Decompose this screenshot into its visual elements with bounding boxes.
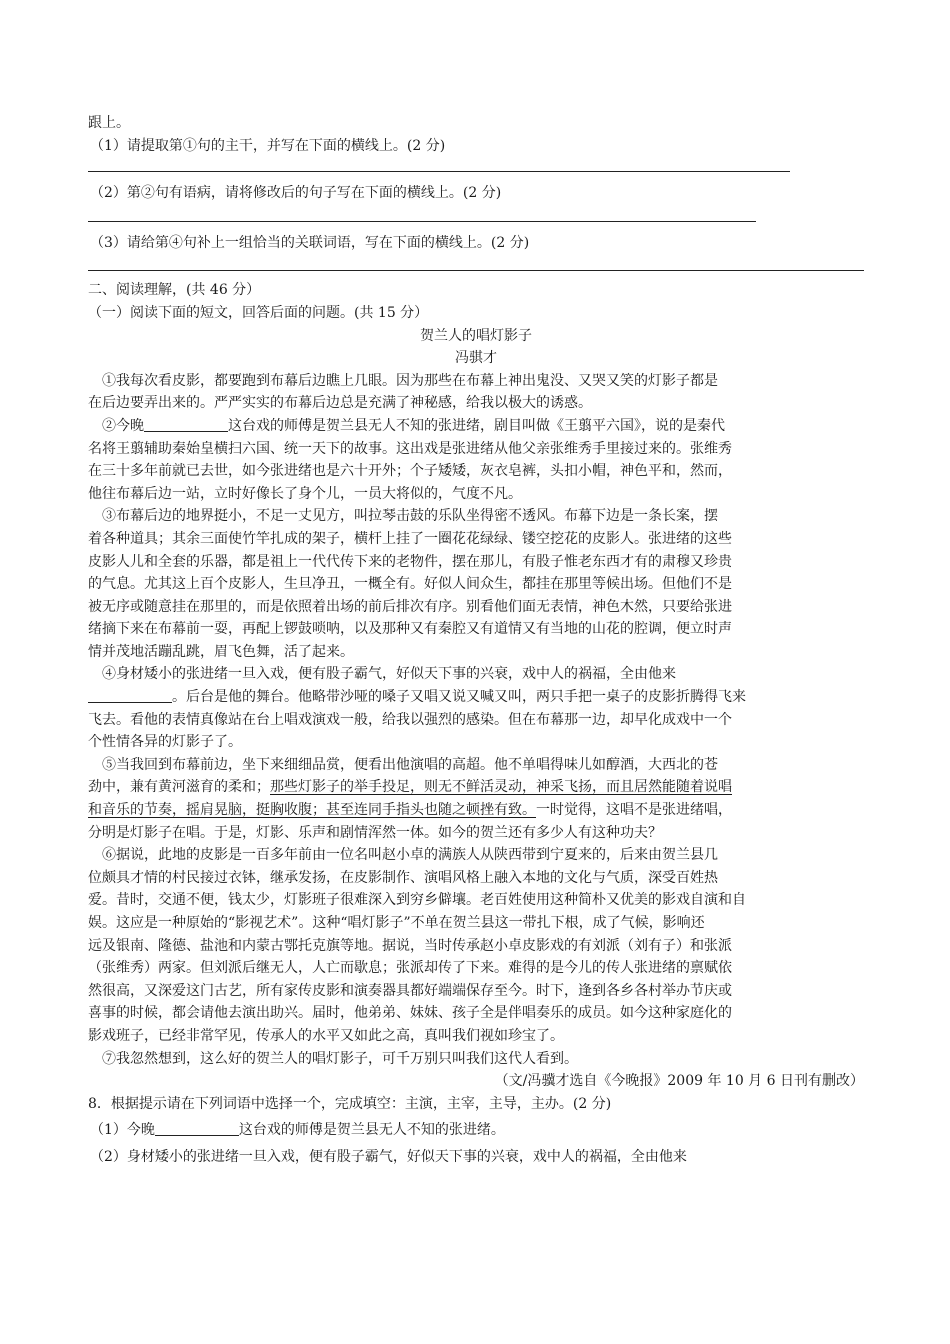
paragraph-4: ④身材矮小的张进绪一旦入戏，便有股子霸气，好似天下事的兴衰，戏中人的祸福，全由他来 。后台是他的舞台。他略带沙哑的嗓子又唱又说又喊又叫，两只手把一桌子的皮影折腾得飞来 飞去。看他的表情真像站在台上唱戏演戏一般，给我以强烈的感染。但在布幕那一边，却早化成戏中一个 个性情各异的灯影子了。 (88, 666, 746, 751)
q8-blank-1[interactable] (155, 1121, 239, 1136)
question-3: （3）请给第④句补上一组恰当的关联词语，写在下面的横线上。(2 分) (90, 234, 530, 251)
document-page: 跟上。 （1）请提取第①句的主干，并写在下面的横线上。(2 分) （2）第②句有语病，请将修改后的句子写在下面的横线上。(2 分) （3）请给第④句补上一组恰当的关联词语，写在下面的横线上。(2 分) 二、阅读理解，(共 46 分） （一）阅读下面的短文，回答后面的问题。(共 15 分） 贺兰人的唱灯影子 冯骐才 ①我每次看皮影，都要跑到布幕后边瞧上几眼。因为那些在布幕上神出鬼没、又哭又笑的灯影子都是 在后边要弄出来的。严严实实的布幕后边总是充满了神秘感，给我以极大的诱惑。 ②今晚 这台戏的师傅是贺兰县无人不知的张进绪，剧目叫做《王翦平六国》，说的是秦代 名将王翦辅助秦始皇横扫六国、统一天下的故事。这出戏是张进绪从他父亲张维秀手里接过来的。张维秀 在三十多年前就已去世，如今张进绪也是六十开外；个子矮矮，灰衣皂裤，头扣小帽，神色平和，然而， 他往布幕后边一站，立时好像长了身个儿，一员大将似的，气度不凡。 ③布幕后边的地界挺小，不足一丈见方，叫拉琴击鼓的乐队坐得密不透风。布幕下边是一条长案，摆 着各种道具；其余三面使竹竿扎成的架子，横杆上挂了一圈花花绿绿、镂空挖花的皮影人。张进绪的这些 皮影人儿和全套的乐器，都是祖上一代代传下来的老物件，摆在那儿，有股子惟老东西才有的肃穆又珍贵 的气息。尤其这上百个皮影人，生旦净丑，一概全有。好似人间众生，都挂在那里等候出场。但他们不是 被无序或随意挂在那里的，而是依照着出场的前后排次有序。别看他们面无表情，神色木然，只要给张进 绪摘下来在布幕前一耍，再配上锣鼓唢呐，以及那种又有秦腔又有道情又有当地的山花的腔调，便立时声 情并茂地活蹦乱跳，眉飞色舞，活了起来。 ④身材矮小的张进绪一旦入戏，便有股子霸气，好似天下事的兴衰，戏中人的祸福，全由他来 。后台是他的舞台。他略带沙哑的嗓子又唱又说又喊又叫，两只手把一桌子的皮影折腾得飞来 飞去。看他的表情真像站在台上唱戏演戏一般，给我以强烈的感染。但在布幕那一边，却早化成戏中一个 个性情各异的灯影子了。 ⑤当我回到布幕前边，坐下来细细品赏，便看出他演唱的高超。他不单唱得味儿如醇酒，大西北的苍 劲中，兼有黄河滋育的柔和；那些灯影子的举手投足，则无不鲜活灵动，神采飞扬，而且居然能随着说唱 和音乐的节奏，摇肩晃脑，挺胸收腹；甚至连同手指头也随之顿挫有致。一时觉得，这唱不是张进绪唱， 分明是灯影子在唱。于是，灯影、乐声和剧情浑然一体。如今的贺兰还有多少人有这种功夫？ ⑥据说，此地的皮影是一百多年前由一位名叫赵小卓的满族人从陕西带到宁夏来的，后来由贺兰县几 位颇具才情的村民接过衣钵，继承发扬，在皮影制作、演唱风格上融入本地的文化与气质，深受百姓热 爱。昔时，交通不便，钱太少，灯影班子很难深入到穷乡僻壤。老百姓使用这种简朴又优美的影戏自演和自 娱。这应是一种原始的“影视艺术”。这种“唱灯影子”不单在贺兰县这一带扎下根，成了气候，影响还 远及银南、隆德、盐池和内蒙古鄂托克旗等地。据说，当时传承赵小卓皮影戏的有刘派（刘有子）和张派 （张维秀）两家。但刘派后继无人，人亡而歇息；张派却传了下来。难得的是今儿的传人张进绪的禀赋依 然很高，又深爱这门古艺，所有家传皮影和演奏器具都好端端保存至今。时下，逢到各乡各村举办节庆或 喜事的时候，都会请他去演出助兴。届时，他弟弟、妹妹、孩子全是伴唱奏乐的成员。如今这种家庭化的 影戏班子，已经非常罕见，传承人的水平又如此之高，真叫我们视如珍宝了。 ⑦我忽然想到，这么好的贺兰人的唱灯影子，可千万别只叫我们这代人看到。 （文/冯骥才选自《今晚报》2009 年 10 月 6 日刊有删改） 8．根据提示请在下列词语中选择一个，完成填空：主演，主宰，主导，主办。(2 分) （1）今晚 这台戏的师傅是贺兰县无人不知的张进绪。 （2）身材矮小的张进绪一旦入戏，便有股子霸气，好似天下事的兴衰，戏中人的祸福，全由他来 (88, 112, 864, 1169)
paragraph-3: ③布幕后边的地界挺小，不足一丈见方，叫拉琴击鼓的乐队坐得密不透风。布幕下边是一条长案，摆 着各种道具；其余三面使竹竿扎成的架子，横杆上挂了一圈花花绿绿、镂空挖花的皮影人。张进绪的这些 皮影人儿和全套的乐器，都是祖上一代代传下来的老物件，摆在那儿，有股子惟老东西才有的肃穆又珍贵 的气息。尤其这上百个皮影人，生旦净丑，一概全有。好似人间众生，都挂在那里等候出场。但他们不是 被无序或随意挂在那里的，而是依照着出场的前后排次有序。别看他们面无表情，神色木然，只要给张进 绪摘下来在布幕前一耍，再配上锣鼓唢呐，以及那种又有秦腔又有道情又有当地的山花的腔调，便立时声 情并茂地活蹦乱跳，眉飞色舞，活了起来。 (88, 508, 732, 660)
article-title: 贺兰人的唱灯影子 (420, 327, 532, 344)
paragraph-5: ⑤当我回到布幕前边，坐下来细细品赏，便看出他演唱的高超。他不单唱得味儿如醇酒，大西北的苍 劲中，兼有黄河滋育的柔和；那些灯影子的举手投足，则无不鲜活灵动，神采飞扬，而且居然能随着说唱 和音乐的节奏，摇肩晃脑，挺胸收腹；甚至连同手指头也随之顿挫有致。一时觉得，这唱不是张进绪唱， 分明是灯影子在唱。于是，灯影、乐声和剧情浑然一体。如今的贺兰还有多少人有这种功夫？ (88, 756, 732, 841)
article-author: 冯骐才 (455, 350, 497, 367)
article-source: （文/冯骥才选自《今晚报》2009 年 10 月 6 日刊有删改） (494, 1073, 864, 1090)
q8-item-2: （2）身材矮小的张进绪一旦入戏，便有股子霸气，好似天下事的兴衰，戏中人的祸福，全由他来 (90, 1148, 687, 1165)
underlined-sentence-cont: 和音乐的节奏，摇肩晃脑，挺胸收腹；甚至连同手指头也随之顿挫有致。 (88, 802, 536, 819)
text-continuation: 跟上。 (88, 115, 130, 131)
question-1: （1）请提取第①句的主干，并写在下面的横线上。(2 分) (90, 137, 446, 154)
paragraph-1: ①我每次看皮影，都要跑到布幕后边瞧上几眼。因为那些在布幕上神出鬼没、又哭又笑的灯影子都是 在后边要弄出来的。严严实实的布幕后边总是充满了神秘感，给我以极大的诱惑。 (88, 372, 718, 412)
question-8: 8．根据提示请在下列词语中选择一个，完成填空：主演，主宰，主导，主办。(2 分) (88, 1095, 612, 1112)
section-subheading: （一）阅读下面的短文，回答后面的问题。(共 15 分） (88, 304, 429, 321)
paragraph-7: ⑦我忽然想到，这么好的贺兰人的唱灯影子，可千万别只叫我们这代人看到。 (102, 1050, 578, 1067)
fill-blank-2[interactable] (88, 688, 172, 703)
fill-blank-1[interactable] (144, 417, 228, 432)
underlined-sentence: 那些灯影子的举手投足，则无不鲜活灵动，神采飞扬，而且居然能随着说唱 (270, 779, 732, 796)
question-2: （2）第②句有语病，请将修改后的句子写在下面的横线上。(2 分) (90, 185, 502, 202)
section-heading: 二、阅读理解，(共 46 分） (88, 282, 261, 299)
paragraph-6: ⑥据说，此地的皮影是一百多年前由一位名叫赵小卓的满族人从陕西带到宁夏来的，后来由贺兰县几 位颇具才情的村民接过衣钵，继承发扬，在皮影制作、演唱风格上融入本地的文化与气质，深受百姓热 爱。昔时，交通不便，钱太少，灯影班子很难深入到穷乡僻壤。老百姓使用这种简朴又优美的影戏自演和自 娱。这应是一种原始的“影视艺术”。这种“唱灯影子”不单在贺兰县这一带扎下根，成了气候，影响还 远及银南、隆德、盐池和内蒙古鄂托克旗等地。据说，当时传承赵小卓皮影戏的有刘派（刘有子）和张派 （张维秀）两家。但刘派后继无人，人亡而歇息；张派却传了下来。难得的是今儿的传人张进绪的禀赋依 然很高，又深爱这门古艺，所有家传皮影和演奏器具都好端端保存至今。时下，逢到各乡各村举办节庆或 喜事的时候，都会请他去演出助兴。届时，他弟弟、妹妹、孩子全是伴唱奏乐的成员。如今这种家庭化的 影戏班子，已经非常罕见，传承人的水平又如此之高，真叫我们视如珍宝了。 (88, 847, 746, 1044)
paragraph-2: ②今晚 这台戏的师傅是贺兰县无人不知的张进绪，剧目叫做《王翦平六国》，说的是秦代 名将王翦辅助秦始皇横扫六国、统一天下的故事。这出戏是张进绪从他父亲张维秀手里接过来的。张维秀 在三十多年前就已去世，如今张进绪也是六十开外；个子矮矮，灰衣皂裤，头扣小帽，神色平和，然而， 他往布幕后边一站，立时好像长了身个儿，一员大将似的，气度不凡。 (88, 417, 732, 502)
